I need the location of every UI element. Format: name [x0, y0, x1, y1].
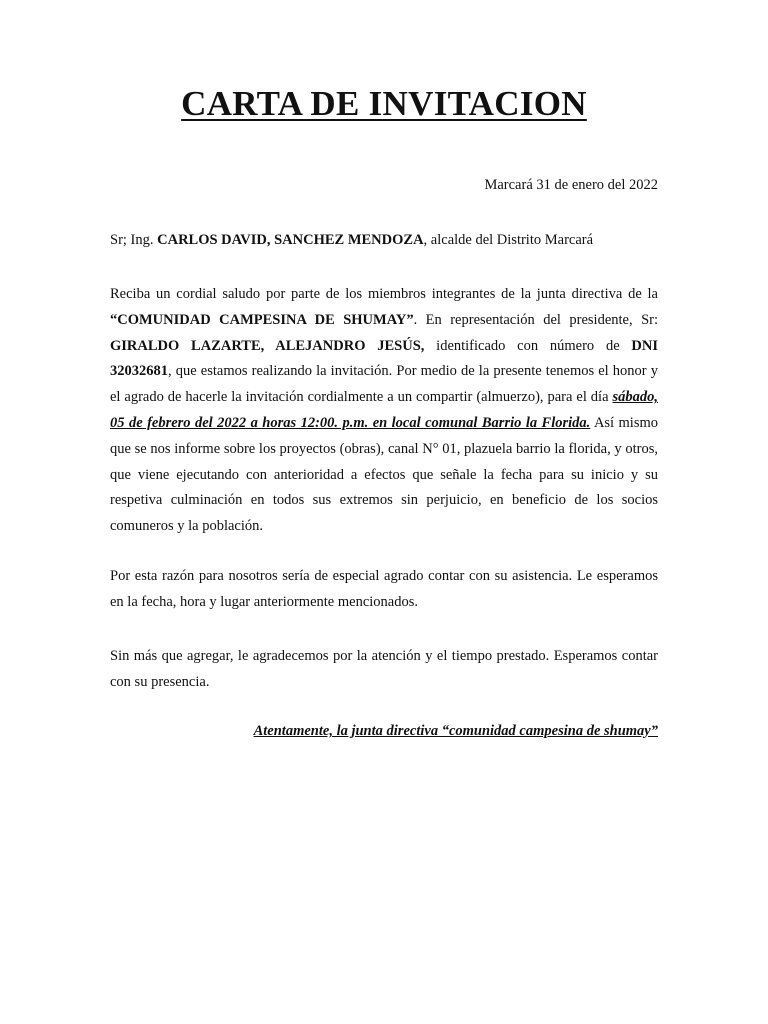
page-title: CARTA DE INVITACION [181, 84, 587, 123]
body-paragraph-1 [110, 282, 658, 540]
paragraph1-text-5: Así mismo que se nos informe sobre los proyectos (obras), canal N° 01, plazuela barrio la florida, y otros, que viene ejecutando con anterioridad a efectos que señale la fecha para su inicio y su respetiva culminación en todos sus extremos sin perjuicio, en beneficio de los socios comuneros y la población. [110, 414, 659, 535]
paragraph1-text-4: , que estamos realizando la invitación. Por medio de la presente tenemos el honor y el agrado de hacerle la invitación cordialmente a un compartir (almuerzo), para el día [110, 363, 658, 406]
event-details: sábado, 05 de febrero del 2022 a horas 12:00. p.m. en local comunal Barrio la Florida. [110, 389, 658, 431]
paragraph1-text-2: . En representación del presidente, Sr: [413, 311, 658, 328]
addressee-prefix: Sr; Ing. [110, 232, 158, 248]
addressee-name: CARLOS DAVID, SANCHEZ MENDOZA [157, 232, 424, 248]
closing-signature: Atentamente, la junta directiva “comunidad campesina de shumay” [253, 723, 658, 739]
paragraph1-text-1: Reciba un cordial saludo por parte de los miembros integrantes de la junta directiva de la [110, 286, 658, 302]
body-paragraph-2: Por esta razón para nosotros sería de especial agrado contar con su asistencia. Le esperamos en la fecha, hora y lugar anteriormente mencionados. [110, 568, 658, 610]
date-line: Marcará 31 de enero del 2022 [484, 177, 658, 193]
dni-number: DNI 32032681 [110, 337, 658, 380]
community-name: “COMUNIDAD CAMPESINA DE SHUMAY” [110, 311, 414, 328]
addressee-suffix: , alcalde del Distrito Marcará [423, 232, 594, 248]
addressee-line [110, 228, 658, 254]
body-paragraph-3: Sin más que agregar, le agradecemos por la atención y el tiempo prestado. Esperamos contar con su presencia. [110, 648, 658, 690]
paragraph1-text-3: identificado con número de [424, 337, 632, 354]
president-name: GIRALDO LAZARTE, ALEJANDRO JESÚS, [110, 337, 425, 354]
